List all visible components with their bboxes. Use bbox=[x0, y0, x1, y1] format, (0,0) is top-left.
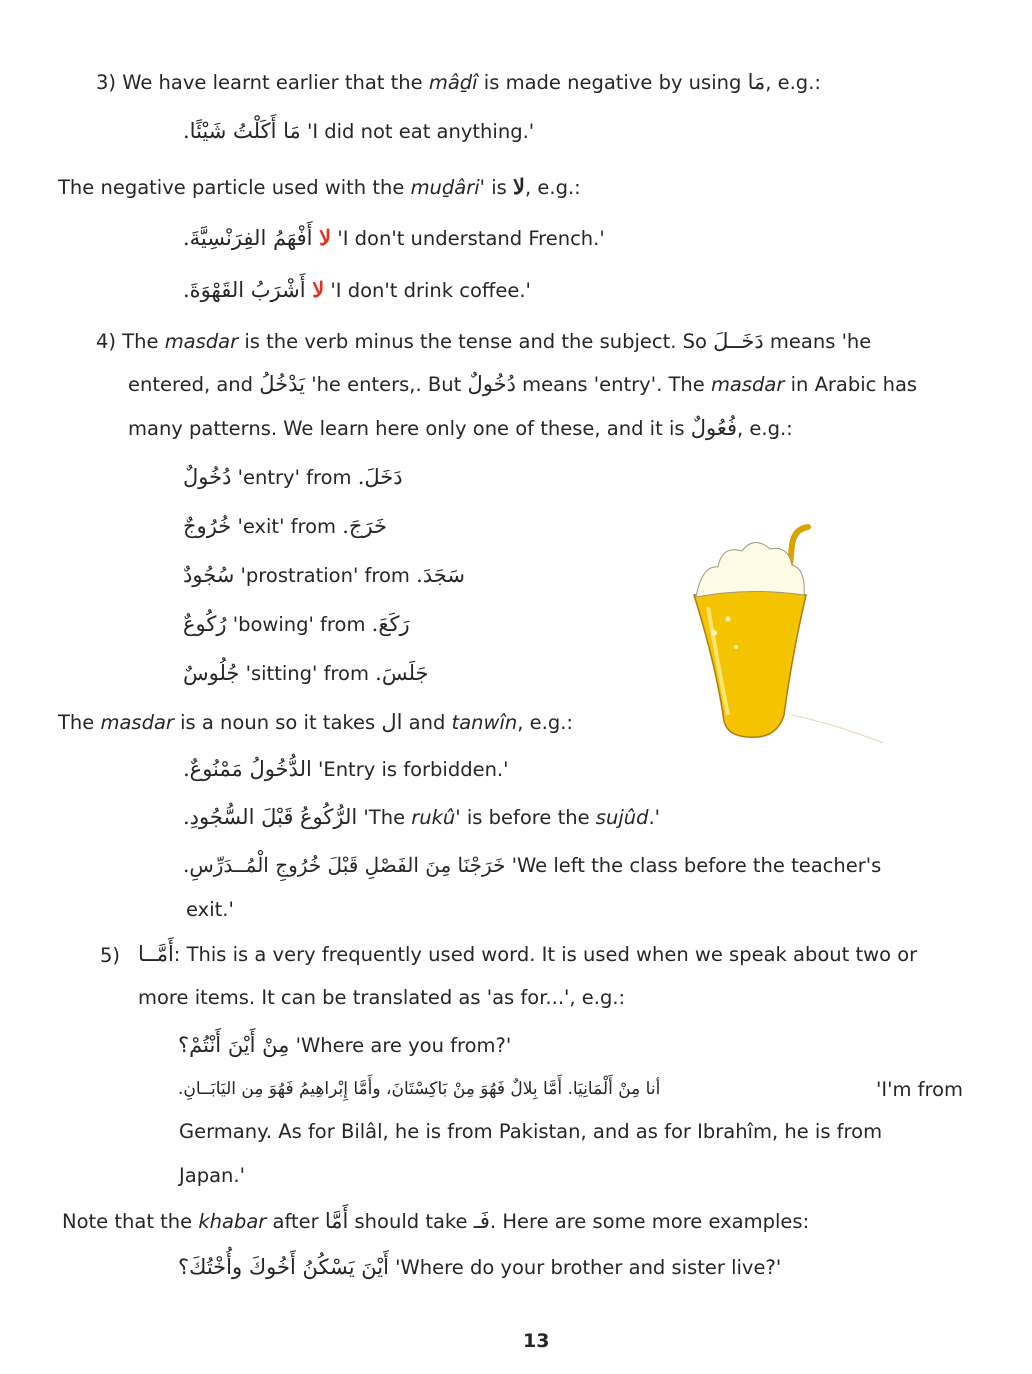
section4-line2: entered, and يَدْخُلُ 'he enters,. But دُخُولٌ means 'entry'. The masdar in Arabic has bbox=[128, 372, 918, 396]
long-example bbox=[178, 1078, 660, 1098]
term-masdar: masdar bbox=[100, 711, 174, 734]
translation: 'I did not eat anything.' bbox=[306, 120, 535, 143]
negation-la: لا bbox=[312, 277, 325, 302]
sentence-example: أَيْنَ يَسْكُنُ أَخُوكَ وأُخْتُكَ؟ 'Where do your brother and sister live?' bbox=[178, 1255, 782, 1279]
section3-intro: 3) We have learnt earlier that the mâḏî is made negative by using مَا, e.g.: bbox=[96, 70, 821, 94]
section4-line3: many patterns. We learn here only one of these, and it is فُعُولٌ, e.g.: bbox=[128, 416, 793, 440]
example-row bbox=[183, 121, 534, 142]
arabic-masdar: دُخُولٌ bbox=[183, 465, 232, 489]
masdar-noun-line: The masdar is a noun so it takes ال and tanwîn, e.g.: bbox=[58, 710, 573, 734]
arabic-root: رَكَعَ. bbox=[371, 612, 410, 636]
arabic-masdar: خُرُوجٌ bbox=[183, 514, 232, 538]
page-number: 13 bbox=[523, 1330, 550, 1352]
section5-line1: أَمَّــا: This is a very frequently used word. It is used when we speak about two or bbox=[138, 942, 918, 966]
term-mudari: muḏâri' bbox=[410, 176, 486, 199]
arabic-sentence: أنا مِنْ أَلْمَانِيَا. أَمَّا بِلالٌ فَهُوَ مِنْ بَاكِسْتَانَ، وأَمَّا إِبْراهِيمُ فَهُوَ مِن اليَابَــانِ. bbox=[178, 1079, 661, 1099]
term-masdar: masdar bbox=[164, 330, 239, 353]
negative-particle-line: The negative particle used with the muḏâri' is لا, e.g.: bbox=[58, 174, 581, 199]
sentence-example: خَرَجْنَا مِنَ الفَصْلِ قَبْلَ خُرُوجِ الْمُــدَرِّسِ. 'We left the class before the teacher's bbox=[183, 853, 882, 877]
translation: 'I don't drink coffee.' bbox=[330, 279, 531, 302]
arabic-root: خَرَجَ. bbox=[342, 514, 388, 538]
arabic-example: لا أَفْهَمُ الفِرَنْسِيَّةَ. bbox=[183, 225, 332, 250]
sentence-example: الدُّخُولُ مَمْنُوعٌ. 'Entry is forbidden.' bbox=[183, 757, 509, 781]
sentence-example: الرُّكُوعُ قَبْلَ السُّجُودِ. 'The rukû' is before the sujûd.' bbox=[183, 805, 661, 829]
arabic-masdar: سُجُودٌ bbox=[183, 563, 235, 587]
arabic-fa: فَـ bbox=[473, 1209, 490, 1233]
long-example-en2: Germany. As for Bilâl, he is from Pakistan, and as for Ibrahîm, he is from bbox=[179, 1120, 883, 1143]
masdar-example: رُكُوعٌ 'bowing' from رَكَعَ. bbox=[183, 612, 410, 636]
arabic-example: لا أَشْرَبُ القَهْوَةَ. bbox=[183, 277, 325, 302]
term-tanwin: tanwîn bbox=[451, 711, 518, 734]
arabic-sentence: خَرَجْنَا مِنَ الفَصْلِ قَبْلَ خُرُوجِ الْمُــدَرِّسِ. bbox=[183, 853, 506, 877]
masdar-example: سُجُودٌ 'prostration' from سَجَدَ. bbox=[183, 563, 465, 587]
section4-line1: 4) The masdar is the verb minus the tense and the subject. So دَخَــلَ means 'he bbox=[96, 329, 872, 353]
section5-number: 5) bbox=[100, 944, 121, 967]
note-line: Note that the khabar after أَمَّا should take فَـ. Here are some more examples: bbox=[62, 1209, 810, 1233]
arabic-sentence: الرُّكُوعُ قَبْلَ السُّجُودِ. bbox=[183, 805, 358, 829]
example-row bbox=[183, 279, 531, 301]
arabic-ma: مَا bbox=[747, 70, 766, 94]
section5-line2: more items. It can be translated as 'as for...', e.g.: bbox=[138, 986, 626, 1009]
arabic-la: لا bbox=[513, 174, 526, 199]
arabic-example: مَا أَكَلْتُ شَيْئًا. bbox=[183, 119, 301, 143]
arabic-fuul: فُعُولٌ bbox=[690, 416, 738, 440]
arabic-masdar: رُكُوعٌ bbox=[183, 612, 227, 636]
term-ruku: rukû' bbox=[411, 806, 461, 829]
arabic-al: ال bbox=[381, 710, 403, 734]
term-madi: mâḏî bbox=[428, 71, 478, 94]
term-masdar: masdar bbox=[710, 373, 785, 396]
arabic-sentence: الدُّخُولُ مَمْنُوعٌ. bbox=[183, 757, 312, 781]
term-sujud: sujûd bbox=[595, 806, 649, 829]
milkshake-glass-illustration bbox=[688, 515, 888, 775]
example-row bbox=[183, 227, 605, 249]
masdar-example: خُرُوجٌ 'exit' from خَرَجَ. bbox=[183, 514, 388, 538]
arabic-root: دَخَلَ. bbox=[357, 465, 403, 489]
arabic-dakhala: دَخَــلَ bbox=[713, 329, 764, 353]
arabic-sentence: مِنْ أَيْنَ أَنْتُمْ؟ bbox=[178, 1033, 290, 1057]
arabic-root: جَلَسَ. bbox=[375, 661, 429, 685]
negation-la: لا bbox=[319, 225, 332, 250]
masdar-example: جُلُوسٌ 'sitting' from جَلَسَ. bbox=[183, 661, 429, 685]
long-example-en1: 'I'm from bbox=[876, 1078, 964, 1101]
arabic-amma: أَمَّا bbox=[324, 1209, 349, 1233]
long-example-en3: Japan.' bbox=[179, 1164, 245, 1187]
masdar-example: دُخُولٌ 'entry' from دَخَلَ. bbox=[183, 465, 403, 489]
arabic-amma: أَمَّــا bbox=[138, 942, 174, 966]
arabic-dukhul: دُخُولٌ bbox=[467, 372, 516, 396]
sentence-example: مِنْ أَيْنَ أَنْتُمْ؟ 'Where are you from?' bbox=[178, 1033, 512, 1057]
term-khabar: khabar bbox=[198, 1210, 267, 1233]
arabic-masdar: جُلُوسٌ bbox=[183, 661, 240, 685]
arabic-yadkhulu: يَدْخُلُ bbox=[259, 372, 306, 396]
arabic-root: سَجَدَ. bbox=[416, 563, 465, 587]
arabic-sentence: أَيْنَ يَسْكُنُ أَخُوكَ وأُخْتُكَ؟ bbox=[178, 1255, 389, 1279]
sentence-continuation: exit.' bbox=[186, 898, 234, 921]
translation: 'I don't understand French.' bbox=[337, 227, 605, 250]
